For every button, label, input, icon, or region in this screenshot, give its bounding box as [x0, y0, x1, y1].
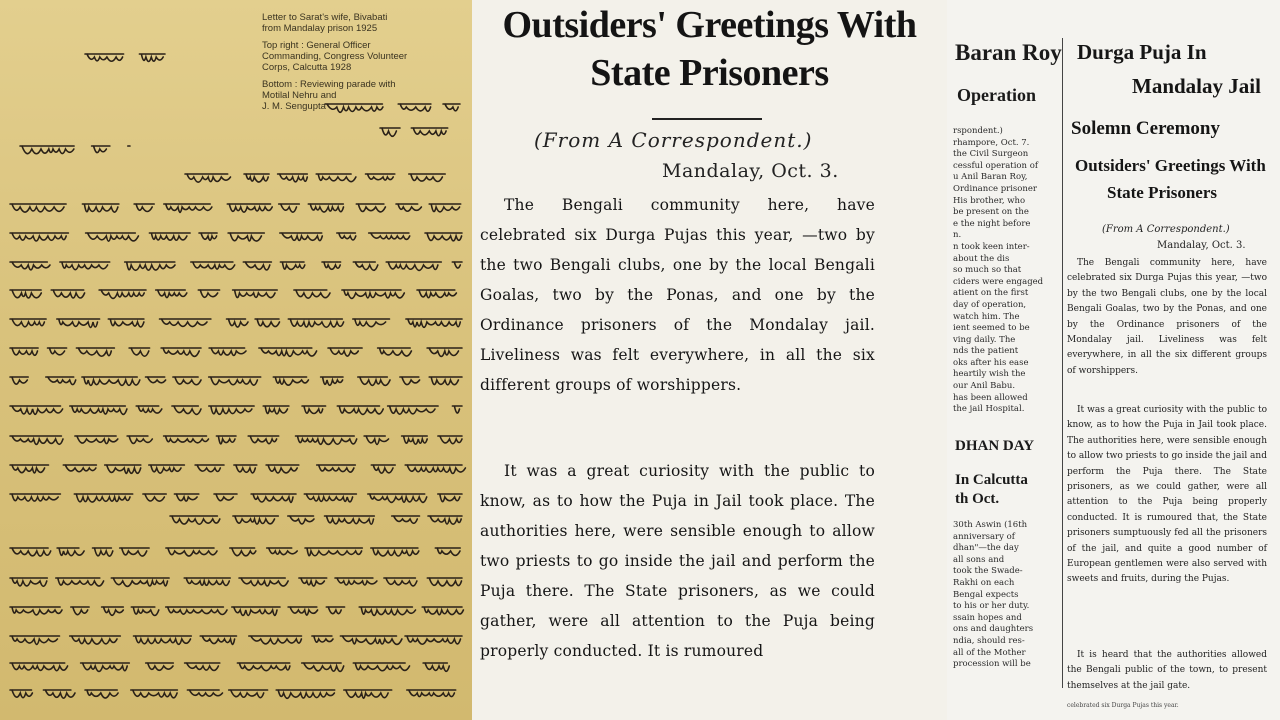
handwriting-word [405, 465, 465, 474]
handwriting-word [239, 578, 288, 586]
handwriting-word [92, 146, 110, 153]
handwriting-word [359, 607, 415, 615]
handwriting-word [288, 607, 318, 615]
article-headline-line-1: Outsiders' Greetings With [502, 4, 917, 46]
handwriting-word [76, 348, 114, 356]
handwriting-word [443, 104, 460, 111]
handwriting-word [344, 690, 392, 698]
handwriting-word [302, 663, 344, 671]
handwriting-word [71, 607, 89, 615]
handwriting-word [172, 406, 201, 414]
handwriting-word [342, 290, 404, 298]
handwriting-word [161, 348, 201, 356]
handwriting-word [81, 663, 130, 672]
handwriting-word [296, 436, 357, 444]
article-dateline: Mandalay, Oct. 3. [662, 160, 839, 182]
handwriting-word [428, 516, 462, 524]
handwriting-word [10, 607, 62, 615]
handwriting-word [337, 233, 356, 240]
handwriting-word [146, 663, 174, 670]
handwriting-word [198, 290, 219, 297]
handwriting-word [335, 578, 377, 585]
handwriting-word [57, 548, 84, 556]
handwriting-word [164, 204, 212, 212]
handwriting-word [356, 204, 385, 212]
column-divider [1062, 38, 1063, 688]
handwriting-word [10, 494, 60, 501]
handwriting-word [166, 607, 227, 615]
handwriting-word [321, 377, 343, 385]
headline-rule [652, 118, 762, 120]
handwriting-word [312, 636, 333, 642]
handwriting-word [166, 548, 217, 556]
handwriting-word [82, 377, 140, 385]
handwriting-word [273, 377, 308, 385]
handwriting-word [57, 319, 100, 327]
handwriting-word [82, 204, 119, 212]
handwriting-word [10, 548, 51, 556]
handwriting-word [74, 494, 132, 502]
handwriting-word [317, 465, 356, 472]
left-column-headline-5: th Oct. [955, 491, 1000, 507]
left-column-text: rspondent.) rhampore, Oct. 7. the Civil Surgeon cessful operation of u Anil Baran Roy, Ordinance prisoner His brother, who be present on the e the night before n. n took keen inter- about the dis so much so that ciders were engaged atient on the first day of operation, watch him. The ient seemed to be ving daily. The nds the patient oks after his ease heartily wish the our Anil Babu. has been allowed the jail Hospital. [953, 126, 1044, 415]
handwriting-word [185, 663, 220, 671]
handwriting-word [227, 319, 249, 327]
handwriting-word [156, 290, 187, 298]
handwriting-word [248, 436, 279, 444]
handwriting-word [230, 548, 256, 556]
handwriting-word [452, 406, 462, 413]
handwriting-word [191, 262, 235, 269]
handwriting-word [149, 465, 185, 473]
handwriting-word [406, 319, 462, 327]
clipping-headline-2: Mandalay Jail [1132, 74, 1261, 98]
handwriting-word [10, 406, 63, 414]
handwriting-word [429, 204, 461, 212]
handwriting-word [255, 319, 279, 327]
newspaper-clipping [947, 0, 1280, 720]
handwriting-word [243, 262, 271, 270]
handwriting-word [10, 636, 60, 644]
handwriting-word [143, 494, 166, 501]
handwriting-word [229, 690, 268, 698]
handwriting-word [170, 516, 220, 524]
left-column-headline-2: Operation [957, 85, 1036, 105]
left-column-headline-4: In Calcutta [955, 472, 1028, 488]
clipping-footer-text: celebrated six Durga Pujas this year. [1067, 702, 1179, 709]
handwriting-word [371, 548, 419, 556]
handwriting-word [10, 204, 66, 212]
handwriting-word [111, 578, 169, 586]
handwriting-word [305, 548, 362, 556]
handwriting-word [10, 233, 68, 241]
handwriting-word [364, 436, 388, 444]
caption-line-3: Bottom : Reviewing parade with Motilal Nehru and J. M. Sengupta [262, 79, 396, 112]
handwriting-word [280, 233, 323, 241]
handwritten-letter-photo [0, 0, 472, 720]
handwriting-word [237, 663, 290, 671]
handwriting-word [452, 262, 462, 268]
handwriting-word [216, 436, 236, 444]
handwriting-word [380, 128, 400, 136]
handwriting-word [422, 607, 463, 615]
handwriting-word [294, 290, 330, 298]
handwriting-word [46, 377, 76, 385]
handwriting-word [276, 690, 335, 698]
handwriting-word [199, 233, 217, 240]
handwriting-word [400, 377, 420, 385]
handwriting-word [278, 174, 308, 182]
handwriting-word [173, 377, 201, 385]
clipping-headline-1: Durga Puja In [1077, 40, 1207, 64]
handwriting-word [398, 104, 431, 111]
handwriting-word [358, 377, 390, 385]
handwriting-word [279, 204, 300, 212]
newspaper-article-closeup [472, 0, 947, 720]
handwriting-word [209, 406, 254, 414]
handwriting-word [10, 663, 68, 671]
handwriting-word [244, 174, 269, 182]
article-paragraph-2: It was a great curiosity with the public to know, as to how the Puja in Jail took place. The authorities here, were sensible enough to allow two priests to go inside the jail and perform the Puja there. The State prisoners, as we could gather, were all attention to the Puja being properly conducted. It is rumoured [480, 462, 875, 660]
handwriting-word [384, 578, 417, 586]
handwriting-word [10, 690, 32, 698]
handwriting-word [288, 319, 343, 327]
handwriting-word [267, 548, 298, 555]
article-byline: (From A Correspondent.) [534, 128, 813, 152]
handwriting-word [125, 262, 175, 270]
handwriting-word [435, 548, 460, 555]
handwriting-word [227, 204, 272, 212]
handwriting-word [134, 204, 154, 212]
handwriting-word [371, 465, 395, 473]
left-column-text-2: 30th Aswin (16th anniversary of dhan"—the day all sons and took the Swade- Rakhi on each Bengal expects to his or her duty. ssain hopes and ons and daughters ndia, should res- all of the Mother procession will be [953, 520, 1034, 670]
handwriting-word [200, 636, 236, 644]
clipping-dateline: Mandalay, Oct. 3. [1157, 240, 1246, 251]
handwriting-word [160, 319, 211, 327]
handwriting-word [93, 548, 113, 556]
handwriting-word [139, 54, 165, 62]
handwriting-word [85, 690, 118, 698]
handwriting-word [396, 204, 421, 211]
handwriting-word [427, 578, 462, 586]
handwriting-word [10, 436, 63, 444]
handwriting-word [326, 607, 344, 614]
handwriting-word [249, 636, 302, 644]
caption-line-2: Top right : General Officer Commanding, Congress Volunteer Corps, Calcutta 1928 [262, 40, 408, 73]
handwriting-word [388, 406, 439, 414]
handwriting-word [378, 348, 412, 356]
handwriting-word [427, 348, 462, 356]
handwriting-word [214, 494, 237, 501]
handwriting-word [402, 436, 428, 444]
handwriting-word [105, 465, 141, 473]
handwriting-word [411, 128, 447, 136]
handwriting-word [322, 262, 341, 269]
handwriting-word [299, 578, 327, 586]
handwriting-word [10, 465, 49, 473]
handwriting-word [10, 348, 38, 355]
handwriting-word [10, 290, 41, 298]
handwriting-word [409, 174, 445, 182]
handwriting-word [386, 262, 441, 270]
handwriting-word [308, 204, 343, 212]
handwriting-word [99, 290, 146, 298]
handwriting-word [127, 436, 152, 443]
handwriting-word [60, 262, 110, 270]
handwriting-word [392, 516, 420, 523]
handwriting-word [102, 607, 124, 615]
handwriting-word [304, 494, 356, 502]
handwriting-word [134, 636, 192, 644]
handwriting-word [353, 262, 378, 270]
handwriting-word [353, 663, 409, 671]
handwriting-word [325, 516, 375, 524]
handwriting-word [184, 578, 230, 586]
handwriting-word [43, 690, 75, 698]
handwriting-word [75, 436, 118, 444]
handwriting-word [10, 377, 28, 384]
handwriting-word [316, 174, 356, 182]
handwriting-word [438, 436, 462, 444]
handwriting-word [86, 233, 139, 241]
handwriting-word [369, 233, 410, 239]
handwriting-word [51, 290, 84, 298]
handwriting-word [266, 465, 299, 473]
handwriting-word [85, 54, 124, 61]
handwriting-word [10, 262, 50, 270]
handwriting-word [429, 377, 462, 385]
handwriting-word [423, 663, 449, 671]
handwriting-word [185, 174, 231, 182]
handwriting-word [149, 233, 190, 240]
clipping-headline-4: Outsiders' Greetings With [1075, 156, 1266, 175]
caption-line-1: Letter to Sarat's wife, Bivabati from Mandalay prison 1925 [262, 12, 388, 34]
handwriting-word [328, 348, 362, 356]
clipping-headline-5: State Prisoners [1107, 183, 1218, 202]
handwriting-word [325, 104, 383, 112]
handwriting-strokes [0, 0, 472, 720]
clipping-paragraph-3: It is heard that the authorities allowed the Bengali public of the town, to present themselves at the jail gate. [1067, 650, 1267, 691]
handwriting-word [10, 578, 47, 586]
handwriting-word [288, 516, 314, 524]
handwriting-word [366, 174, 395, 180]
handwriting-word [70, 406, 127, 414]
handwriting-word [146, 377, 166, 383]
handwriting-word [10, 319, 46, 327]
handwriting-word [259, 348, 317, 356]
handwriting-word [56, 578, 104, 586]
handwriting-word [20, 146, 74, 154]
handwriting-word [195, 465, 224, 472]
clipping-paragraph-2: It was a great curiosity with the public to know, as to how the Puja in Jail took place. The authorities here, were sensible enough to allow two priests to go inside the jail and perform the Puja there. The State prisoners, as we could gather, were all attention to the Puja being properly conducted. It is rumoured that, the State prisoners sumptuously fed all the prisoners of the jail, and quite a good number of European gentlemen were also served with sweets and fruits, during the Pujas. [1067, 405, 1267, 585]
handwriting-word [209, 377, 261, 385]
handwriting-word [232, 607, 280, 615]
handwriting-word [302, 406, 326, 414]
handwriting-word [263, 406, 289, 414]
handwriting-word [405, 636, 462, 644]
clipping-byline: (From A Correspondent.) [1102, 224, 1230, 235]
handwriting-word [209, 348, 246, 355]
handwriting-word [438, 494, 462, 502]
article-paragraph-1: The Bengali community here, have celebrated six Durga Pujas this year, —two by the two Bengali clubs, one by the local Bengali Goalas, two by the Ponas, and one by the Ordinance prisoners of the Mondalay jail. Liveliness was felt everywhere, in all the six different groups of worshippers. [480, 196, 875, 394]
handwriting-word [280, 262, 304, 269]
handwriting-word [251, 494, 296, 503]
handwriting-word [340, 636, 402, 644]
handwriting-word [120, 548, 149, 556]
handwriting-word [131, 690, 178, 698]
left-column-headline-1: Baran Roy [955, 40, 1062, 65]
handwriting-word [70, 636, 121, 644]
handwriting-word [233, 516, 278, 524]
handwriting-word [48, 348, 67, 355]
clipping-paragraph-1: The Bengali community here, have celebrated six Durga Pujas this year, —two by the two Bengali clubs, one by the local Bengali Goalas, two by the Ponas, and one by the Ordinance prisoners of the Mondalay jail. Liveliness was felt everywhere, in all the six different groups of worshippers. [1067, 258, 1267, 376]
handwriting-word [187, 690, 222, 696]
handwriting-word [337, 406, 383, 414]
handwriting-word [136, 406, 162, 413]
handwriting-word [407, 690, 456, 697]
clipping-headline-3: Solemn Ceremony [1071, 118, 1220, 139]
handwriting-word [417, 290, 456, 298]
handwriting-word [63, 465, 96, 472]
article-headline-line-2: State Prisoners [590, 52, 829, 94]
handwriting-word [234, 465, 257, 473]
handwriting-word [174, 494, 198, 501]
handwriting-word [425, 233, 462, 241]
handwriting-word [131, 607, 159, 616]
handwriting-word [368, 494, 427, 502]
handwriting-word [353, 319, 390, 327]
handwriting-word [233, 290, 278, 298]
handwriting-word [108, 319, 144, 327]
handwriting-word [164, 436, 209, 443]
handwriting-word [228, 233, 264, 241]
handwriting-word [129, 348, 150, 356]
left-column-headline-3: DHAN DAY [955, 438, 1035, 454]
